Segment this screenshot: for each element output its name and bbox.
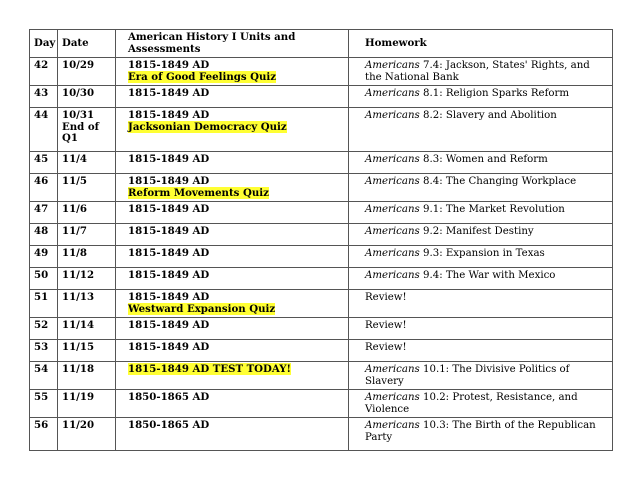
unit-period: 1815-1849 AD [128,341,210,353]
textbook-title: Americans [365,110,420,121]
textbook-title: Americans [365,60,420,71]
table-row [30,152,613,174]
day-cell: 52 [30,318,58,340]
assessment-highlight: Jacksonian Democracy Quiz [128,120,287,133]
date-line: 10/29 [62,59,95,71]
unit-cell [116,202,349,224]
homework-text: Review! [365,342,407,353]
homework-text: 10.1: The Divisive Politics of Slavery [365,364,570,387]
unit-line [128,122,344,134]
date-line: 11/14 [62,319,95,331]
table-row [30,58,613,86]
day-cell: 53 [30,340,58,362]
unit-period: 1850-1865 AD [128,419,210,431]
homework-cell [349,318,613,340]
date-cell [58,418,116,451]
table-row [30,108,613,152]
unit-cell [116,86,349,108]
unit-period: 1815-1849 AD [128,59,210,71]
date-cell [58,152,116,174]
homework-cell [349,174,613,202]
schedule-rows [30,58,613,451]
textbook-title: Americans [365,364,420,375]
textbook-title: Americans [365,88,420,99]
day-cell: 43 [30,86,58,108]
unit-line [128,270,344,282]
homework-text: 9.3: Expansion in Texas [419,248,545,259]
day-cell: 48 [30,224,58,246]
day-cell: 55 [30,390,58,418]
homework-cell [349,152,613,174]
date-cell [58,86,116,108]
unit-line [128,342,344,354]
date-cell [58,268,116,290]
textbook-title: Americans [365,270,420,281]
homework-text: 9.2: Manifest Destiny [419,226,534,237]
unit-period: 1850-1865 AD [128,391,210,403]
unit-cell [116,246,349,268]
homework-cell [349,268,613,290]
table-row [30,246,613,268]
textbook-title: Americans [365,226,420,237]
unit-cell [116,224,349,246]
unit-line [128,154,344,166]
textbook-title: Americans [365,176,420,187]
textbook-title: Americans [365,248,420,259]
date-cell [58,224,116,246]
homework-text: 8.1: Religion Sparks Reform [419,88,570,99]
date-cell [58,362,116,390]
table-row [30,340,613,362]
homework-cell [349,58,613,86]
date-cell [58,290,116,318]
unit-period: 1815-1849 AD [128,247,210,259]
day-cell: 45 [30,152,58,174]
unit-line [128,292,344,304]
day-cell: 46 [30,174,58,202]
date-line: End of [62,120,100,133]
table-row [30,362,613,390]
unit-cell [116,268,349,290]
unit-cell [116,290,349,318]
homework-text: Review! [365,292,407,303]
date-line: 11/18 [62,363,95,375]
homework-text: 10.3: The Birth of the Republican Party [365,420,596,443]
unit-line [128,304,344,316]
date-cell [58,202,116,224]
date-line: 11/20 [62,419,95,431]
day-cell: 51 [30,290,58,318]
day-cell: 50 [30,268,58,290]
unit-period: 1815-1849 AD [128,291,210,303]
assessment-highlight: Era of Good Feelings Quiz [128,70,277,83]
homework-cell [349,290,613,318]
homework-text: Review! [365,320,407,331]
date-line: 10/30 [62,87,95,99]
homework-text: 8.2: Slavery and Abolition [419,110,557,121]
table-row [30,174,613,202]
unit-line [128,320,344,332]
homework-text: 9.1: The Market Revolution [419,204,565,215]
homework-text: 8.3: Women and Reform [419,154,548,165]
day-cell: 54 [30,362,58,390]
table-row [30,202,613,224]
header-unit: American History I Units and Assessments [116,30,349,58]
textbook-title: Americans [365,392,420,403]
table-row [30,390,613,418]
assessment-highlight: Westward Expansion Quiz [128,302,276,315]
unit-line [128,420,344,432]
date-line: 11/5 [62,175,87,187]
homework-cell [349,246,613,268]
header-day: Day [30,30,58,58]
date-line: 11/4 [62,153,87,165]
homework-text: 7.4: Jackson, States' Rights, and the National Bank [365,60,590,83]
unit-period: 1815-1849 AD [128,319,210,331]
date-line: 11/13 [62,291,95,303]
date-line: 11/12 [62,269,95,281]
header-row [30,30,613,58]
unit-cell [116,390,349,418]
date-cell [58,318,116,340]
unit-line [128,176,344,188]
day-cell: 44 [30,108,58,152]
header-homework: Homework [349,30,613,58]
textbook-title: Americans [365,204,420,215]
unit-line [128,60,344,72]
unit-cell [116,108,349,152]
homework-cell [349,390,613,418]
date-line: 11/7 [62,225,87,237]
unit-cell [116,318,349,340]
unit-period: 1815-1849 AD [128,153,210,165]
unit-period: 1815-1849 AD [128,225,210,237]
unit-period: 1815-1849 AD [128,203,210,215]
unit-line [128,248,344,260]
date-cell [58,108,116,152]
unit-cell [116,362,349,390]
unit-cell [116,58,349,86]
assessment-highlight: Reform Movements Quiz [128,186,269,199]
homework-cell [349,340,613,362]
unit-line [128,204,344,216]
homework-cell [349,224,613,246]
day-cell: 49 [30,246,58,268]
homework-cell [349,202,613,224]
unit-cell [116,418,349,451]
textbook-title: Americans [365,154,420,165]
date-line: 10/31 [62,109,95,121]
unit-line [128,188,344,200]
date-cell [58,390,116,418]
date-line: Q1 [62,132,78,144]
date-line: 11/15 [62,341,95,353]
date-line: 11/6 [62,203,87,215]
unit-period: 1815-1849 AD [128,109,210,121]
unit-cell [116,174,349,202]
unit-line [128,364,344,376]
homework-cell [349,418,613,451]
homework-cell [349,86,613,108]
table-row [30,290,613,318]
homework-text: 10.2: Protest, Resistance, and Violence [365,392,578,415]
assessment-highlight: 1815-1849 AD TEST TODAY! [128,363,292,375]
table-row [30,318,613,340]
unit-line [128,110,344,122]
unit-line [128,88,344,100]
header-date: Date [58,30,116,58]
table-row [30,268,613,290]
homework-text: 8.4: The Changing Workplace [419,176,577,187]
unit-line [128,72,344,84]
day-cell: 42 [30,58,58,86]
textbook-title: Americans [365,420,420,431]
homework-cell [349,362,613,390]
date-cell [58,340,116,362]
day-cell: 56 [30,418,58,451]
unit-period: 1815-1849 AD [128,87,210,99]
day-cell: 47 [30,202,58,224]
date-line: 11/19 [62,391,95,403]
date-line: 11/8 [62,247,87,259]
unit-period: 1815-1849 AD [128,175,210,187]
homework-cell [349,108,613,152]
unit-line [128,392,344,404]
date-cell [58,174,116,202]
unit-line [128,226,344,238]
date-cell [58,246,116,268]
date-cell [58,58,116,86]
homework-text: 9.4: The War with Mexico [419,270,556,281]
unit-cell [116,340,349,362]
table-row [30,224,613,246]
table-row [30,418,613,451]
unit-period: 1815-1849 AD [128,269,210,281]
table-row [30,86,613,108]
schedule-table [29,29,613,451]
unit-cell [116,152,349,174]
